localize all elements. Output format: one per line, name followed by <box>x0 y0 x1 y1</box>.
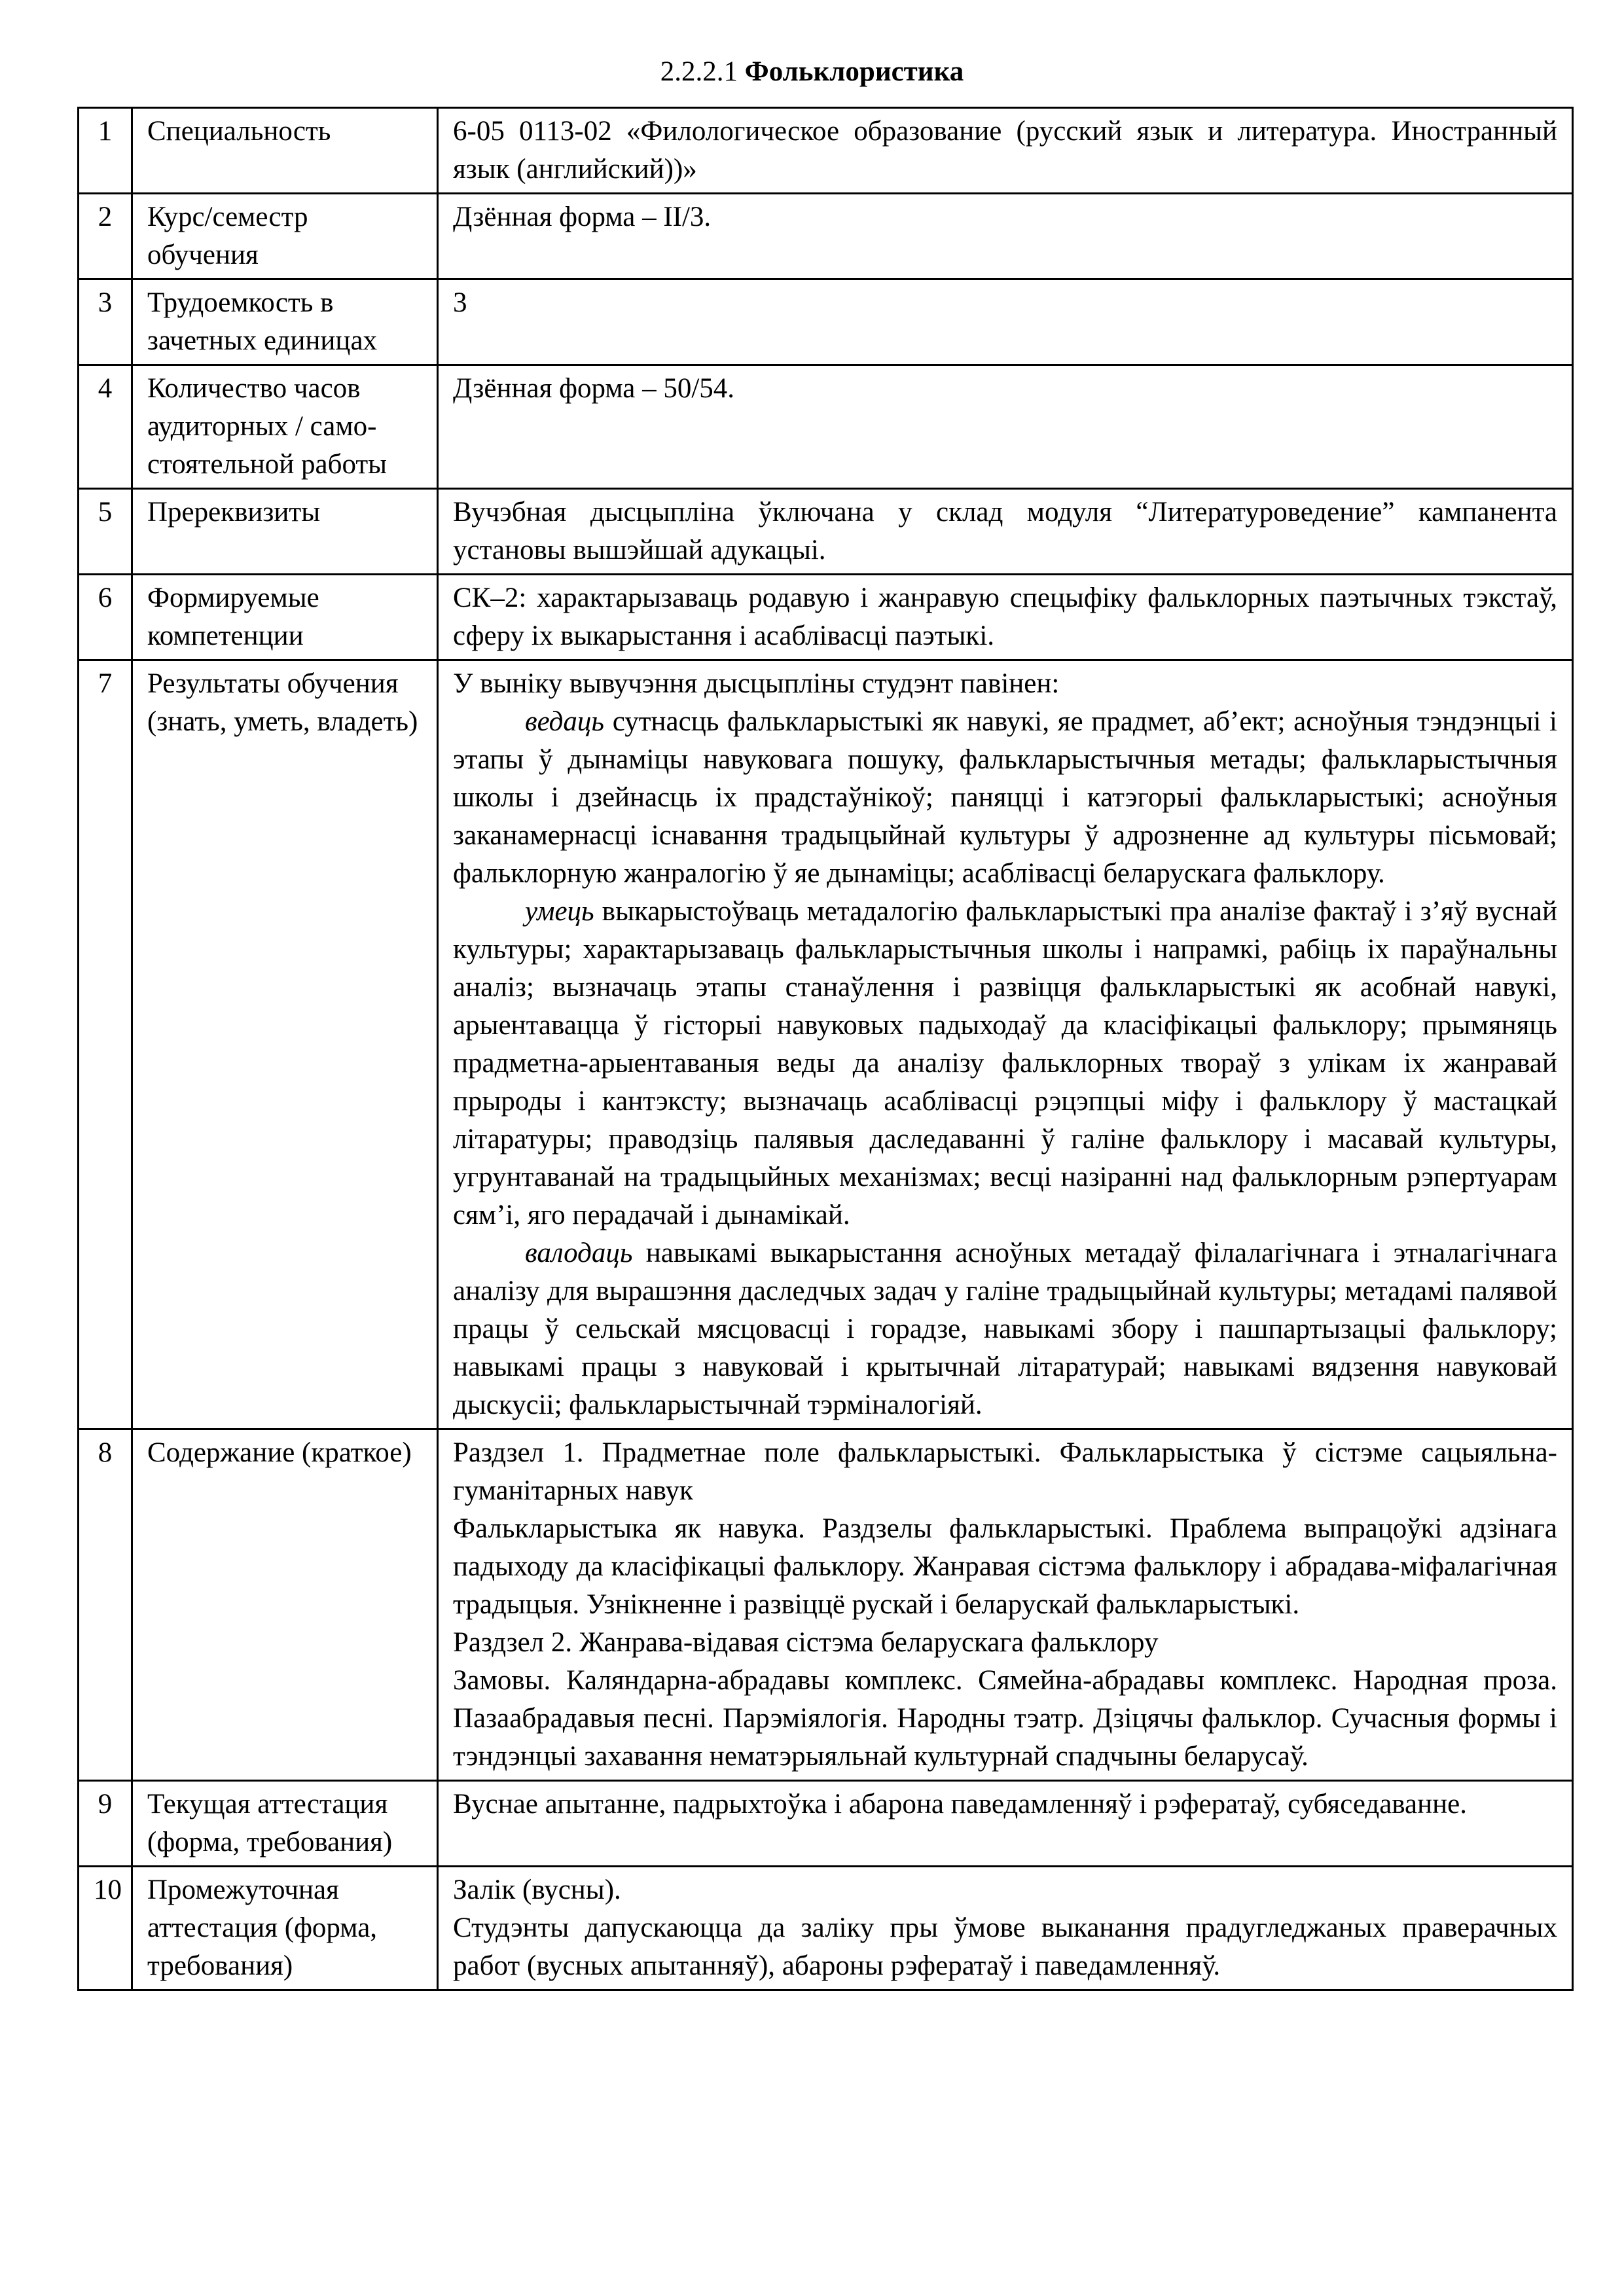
row-label: Трудоемкость в зачетных единицах <box>132 279 438 365</box>
own-text: навыкамі выкарыстання асноўных метадаў філалагічнага і этналагічнага аналізу для вырашэння даследчых задач у галіне традыцыйнай культуры; метадамі палявой працы ў сельскай мясцовасці і горадзе, навыкамі збору і пашпартызацыі фальклору; навыкамі працы з навуковай і крытычнай літаратурай; навыкамі вядзення навуковай дыскусіі; фалькларыстычнай тэрміналогіяй. <box>453 1238 1557 1420</box>
row-number: 4 <box>79 365 132 489</box>
table-row <box>79 1781 1573 1867</box>
section-1-title: Раздзел 1. Прадметнае поле фалькларыстыкі. Фалькларыстыка ў сістэме сацыяльна-гуманітарных навук <box>453 1437 1557 1506</box>
row-label: Специальность <box>132 108 438 194</box>
title-number: 2.2.2.1 <box>660 56 738 87</box>
row-number: 5 <box>79 489 132 575</box>
row-label: Результаты обучения (знать, уметь, владеть) <box>132 660 438 1429</box>
table-row <box>79 365 1573 489</box>
section-2-text: Замовы. Каляндарна-абрадавы комплекс. Сямейна-абрадавы комплекс. Народная проза. Пазаабрадавыя песні. Парэміялогія. Народны тэатр. Дзіцячы фальклор. Сучасныя формы і тэндэнцыі захавання нематэрыяльнай культурнай спадчыны беларусаў. <box>453 1665 1557 1772</box>
row-content: Дзённая форма – II/3. <box>438 194 1573 279</box>
row-label: Содержание (краткое) <box>132 1429 438 1781</box>
row-content <box>438 1867 1573 1990</box>
row-content <box>438 660 1573 1429</box>
table-row <box>79 1867 1573 1990</box>
row-number: 7 <box>79 660 132 1429</box>
table-row <box>79 575 1573 660</box>
section-2-title: Раздзел 2. Жанрава-відавая сістэма беларускага фальклору <box>453 1627 1159 1658</box>
table-row <box>79 108 1573 194</box>
section-1-text: Фалькларыстыка як навука. Раздзелы фалькларыстыкі. Праблема выпрацоўкі адзінага падыходу да класіфікацыі фальклору. Жанравая сістэма фальклору і абрадава-міфалагічная традыцыя. Узнікненне і развіццё рускай і беларускай фалькларыстыкі. <box>453 1513 1557 1620</box>
row-label: Пререквизиты <box>132 489 438 575</box>
can-text: выкарыстоўваць метадалогію фалькларыстыкі пра аналізе фактаў і з’яў вуснай культуры; характарызаваць фалькларыстычныя школы і напрамкі, рабіць іх параўнальны аналіз; вызначаць этапы станаўлення і развіцця фалькларыстыкі як асобнай навукі, арыентавацца ў гісторыі навуковых падыходаў да класіфікацыі фальклору; прымяняць прадметна-арыентаваныя веды да аналізу фальклорных твораў з улікам іх жанравай прыроды і кантэксту; вызначаць асаблівасці рэцэпцыі міфу і фальклору ў мастацкай літаратуры; праводзіць палявыя даследаванні ў галіне фальклору і масавай культуры, угрунтаванай на традыцыйных механізмах; весці назіранні над фальклорным рэпертуарам сям’і, яго перадачай і дынамікай. <box>453 896 1557 1230</box>
row-number: 9 <box>79 1781 132 1867</box>
know-text: сутнасць фалькларыстыкі як навукі, яе прадмет, аб’ект; асноўныя тэндэнцыі і этапы ў дынаміцы навуковага пошуку, фалькларыстычныя метады; фалькларыстычныя школы і дзейнасць іх прадстаўнікоў; паняцці і катэгорыі фалькларыстыкі; асноўныя заканамернасці існавання традыцыйнай культуры ў адрозненне ад культуры пісьмовай; фальклорную жанралогію ў яе дынаміцы; асаблівасці беларускага фальклору. <box>453 706 1557 889</box>
row-content: 6-05 0113-02 «Филологическое образование (русский язык и литература. Иностранный язык (английский))» <box>438 108 1573 194</box>
assessment-form: Залік (вусны). <box>453 1874 621 1905</box>
row-label: Промежуточная аттестация (форма, требования) <box>132 1867 438 1990</box>
assessment-requirements: Студэнты дапускаюцца да заліку пры ўмове выканання прадугледжаных праверачных работ (вусных апытанняў), абароны рэфератаў і паведамленняў. <box>453 1912 1557 1981</box>
row-label: Текущая аттестация (форма, требования) <box>132 1781 438 1867</box>
learning-outcomes-intro: У выніку вывучэння дысцыпліны студэнт павінен: <box>453 668 1060 699</box>
row-content: Дзённая форма – 50/54. <box>438 365 1573 489</box>
row-number: 10 <box>79 1867 132 1990</box>
document-title <box>0 52 1624 92</box>
row-label: Количество часов аудиторных / само-стоятельной работы <box>132 365 438 489</box>
can-term: умець <box>525 896 594 927</box>
table-row <box>79 489 1573 575</box>
table-row <box>79 279 1573 365</box>
table-row <box>79 1429 1573 1781</box>
table-row <box>79 660 1573 1429</box>
row-label: Формируемые компетенции <box>132 575 438 660</box>
syllabus-table <box>77 107 1574 1991</box>
row-content: 3 <box>438 279 1573 365</box>
row-number: 3 <box>79 279 132 365</box>
table-row <box>79 194 1573 279</box>
can-paragraph <box>453 893 1557 1234</box>
row-number: 8 <box>79 1429 132 1781</box>
row-content <box>438 1429 1573 1781</box>
row-number: 6 <box>79 575 132 660</box>
row-content: Вучэбная дысцыпліна ўключана у склад модуля “Литературоведение” кампанента установы вышэйшай адукацыі. <box>438 489 1573 575</box>
row-number: 2 <box>79 194 132 279</box>
own-term: валодаць <box>525 1238 633 1268</box>
know-term: ведаць <box>525 706 605 737</box>
title-name: Фольклористика <box>744 56 964 87</box>
row-content: СК–2: характарызаваць родавую і жанравую спецыфіку фальклорных паэтычных тэкстаў, сферу іх выкарыстання і асаблівасці паэтыкі. <box>438 575 1573 660</box>
row-label: Курс/семестр обучения <box>132 194 438 279</box>
know-paragraph <box>453 703 1557 893</box>
row-number: 1 <box>79 108 132 194</box>
own-paragraph <box>453 1234 1557 1424</box>
row-content: Вуснае апытанне, падрыхтоўка і абарона паведамленняў і рэфератаў, субяседаванне. <box>438 1781 1573 1867</box>
